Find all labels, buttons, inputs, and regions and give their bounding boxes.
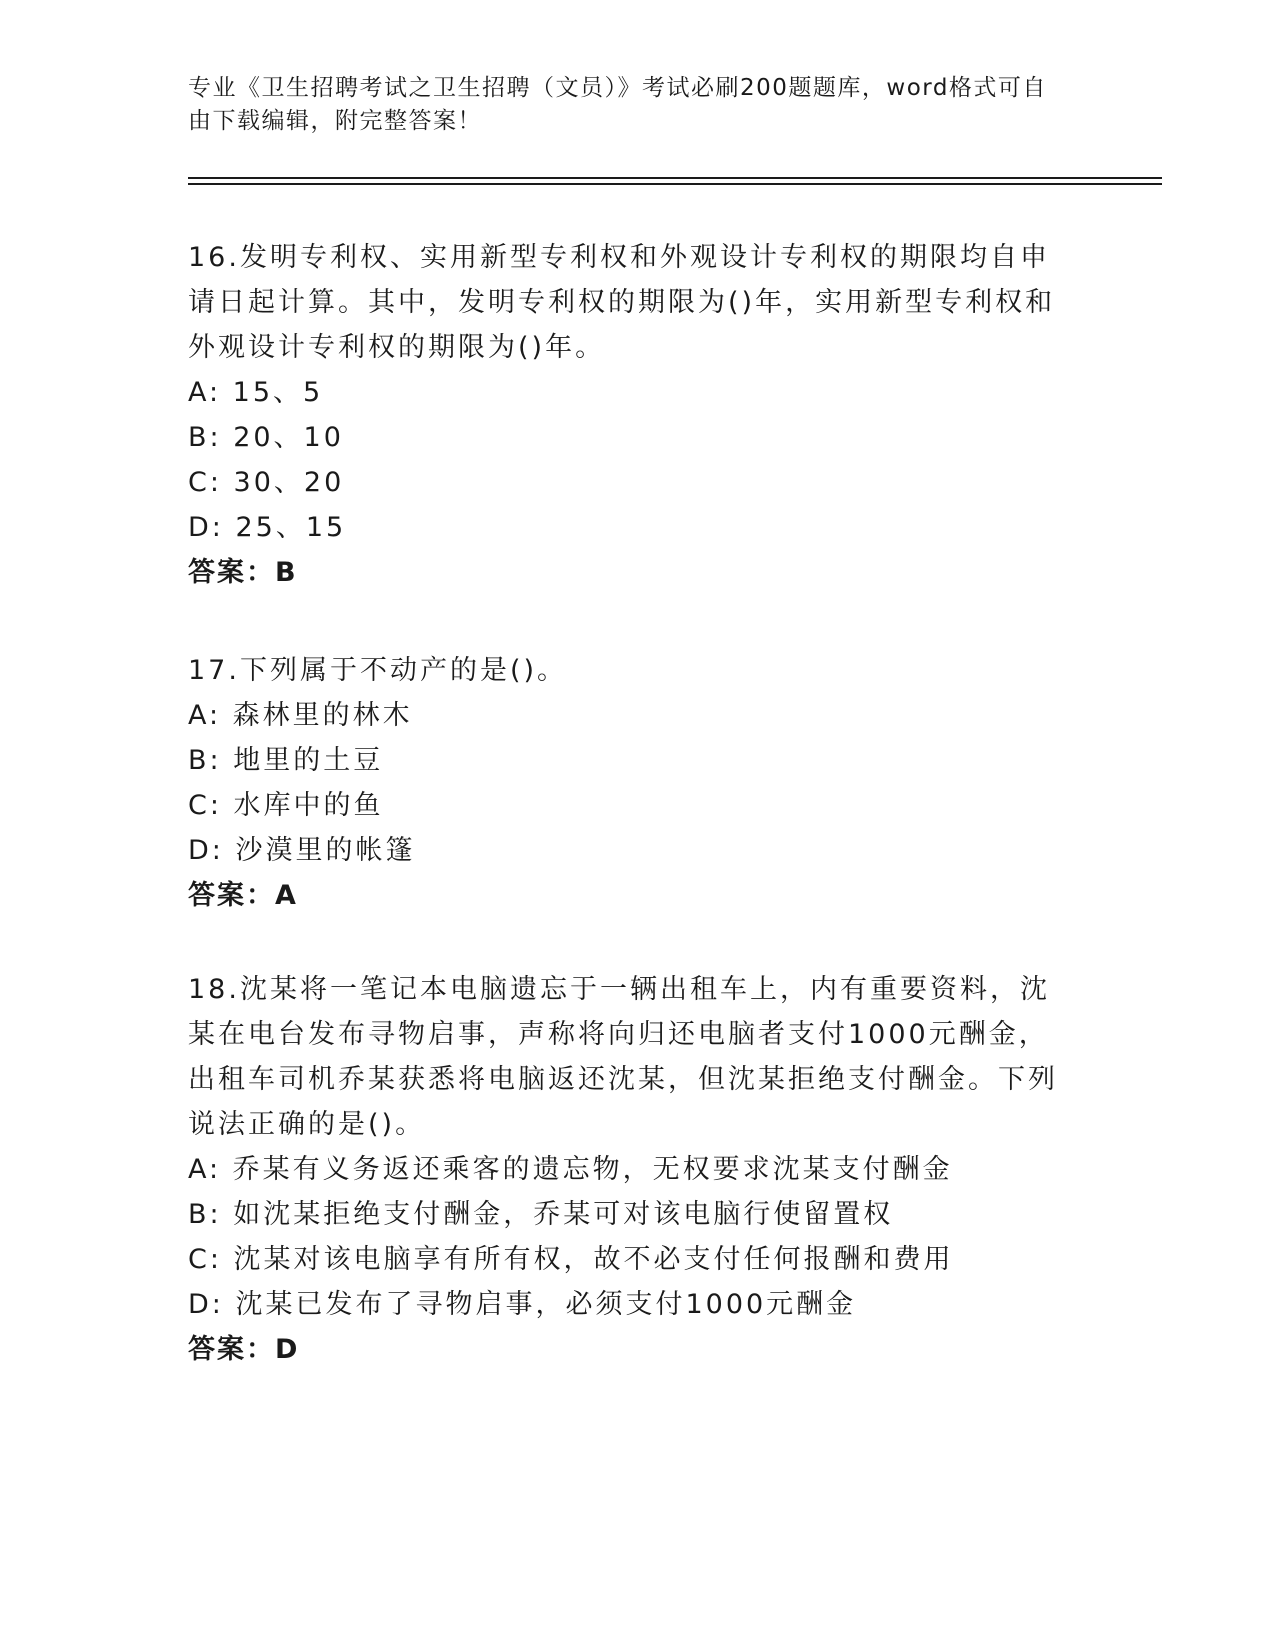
option-b: B: 地里的土豆 [188, 745, 384, 776]
option-b: B: 20、10 [188, 422, 344, 453]
option-c: C: 沈某对该电脑享有所有权，故不必支付任何报酬和费用 [188, 1244, 954, 1275]
option-a: A: 15、5 [188, 377, 324, 408]
question-16 [188, 235, 1078, 595]
header-divider-bottom [188, 183, 1162, 185]
question-18 [188, 967, 1078, 1372]
question-stem: 16.发明专利权、实用新型专利权和外观设计专利权的期限均自申请日起计算。其中，发明专利权的期限为()年，实用新型专利权和外观设计专利权的期限为()年。 [188, 242, 1056, 363]
question-stem: 18.沈某将一笔记本电脑遗忘于一辆出租车上，内有重要资料，沈某在电台发布寻物启事，声称将向归还电脑者支付1000元酬金，出租车司机乔某获悉将电脑返还沈某，但沈某拒绝支付酬金。下列说法正确的是()。 [188, 974, 1058, 1140]
option-d: D: 沙漠里的帐篷 [188, 835, 416, 866]
question-17 [188, 648, 1078, 918]
header-divider-top [188, 177, 1162, 179]
option-c: C: 水库中的鱼 [188, 790, 384, 821]
option-b: B: 如沈某拒绝支付酬金，乔某可对该电脑行使留置权 [188, 1199, 894, 1230]
question-stem: 17.下列属于不动产的是()。 [188, 655, 568, 686]
header-line-2: 由下载编辑，附完整答案！ [188, 108, 482, 134]
header-line-1: 专业《卫生招聘考试之卫生招聘（文员）》考试必刷200题题库，word格式可自 [188, 75, 1047, 101]
option-d: D: 25、15 [188, 512, 347, 543]
answer: 答案：B [188, 557, 298, 588]
answer: 答案：A [188, 880, 298, 911]
option-a: A: 乔某有义务返还乘客的遗忘物，无权要求沈某支付酬金 [188, 1154, 953, 1185]
option-a: A: 森林里的林木 [188, 700, 413, 731]
answer: 答案：D [188, 1334, 300, 1365]
document-header [188, 72, 1068, 138]
option-c: C: 30、20 [188, 467, 345, 498]
option-d: D: 沈某已发布了寻物启事，必须支付1000元酬金 [188, 1289, 857, 1320]
